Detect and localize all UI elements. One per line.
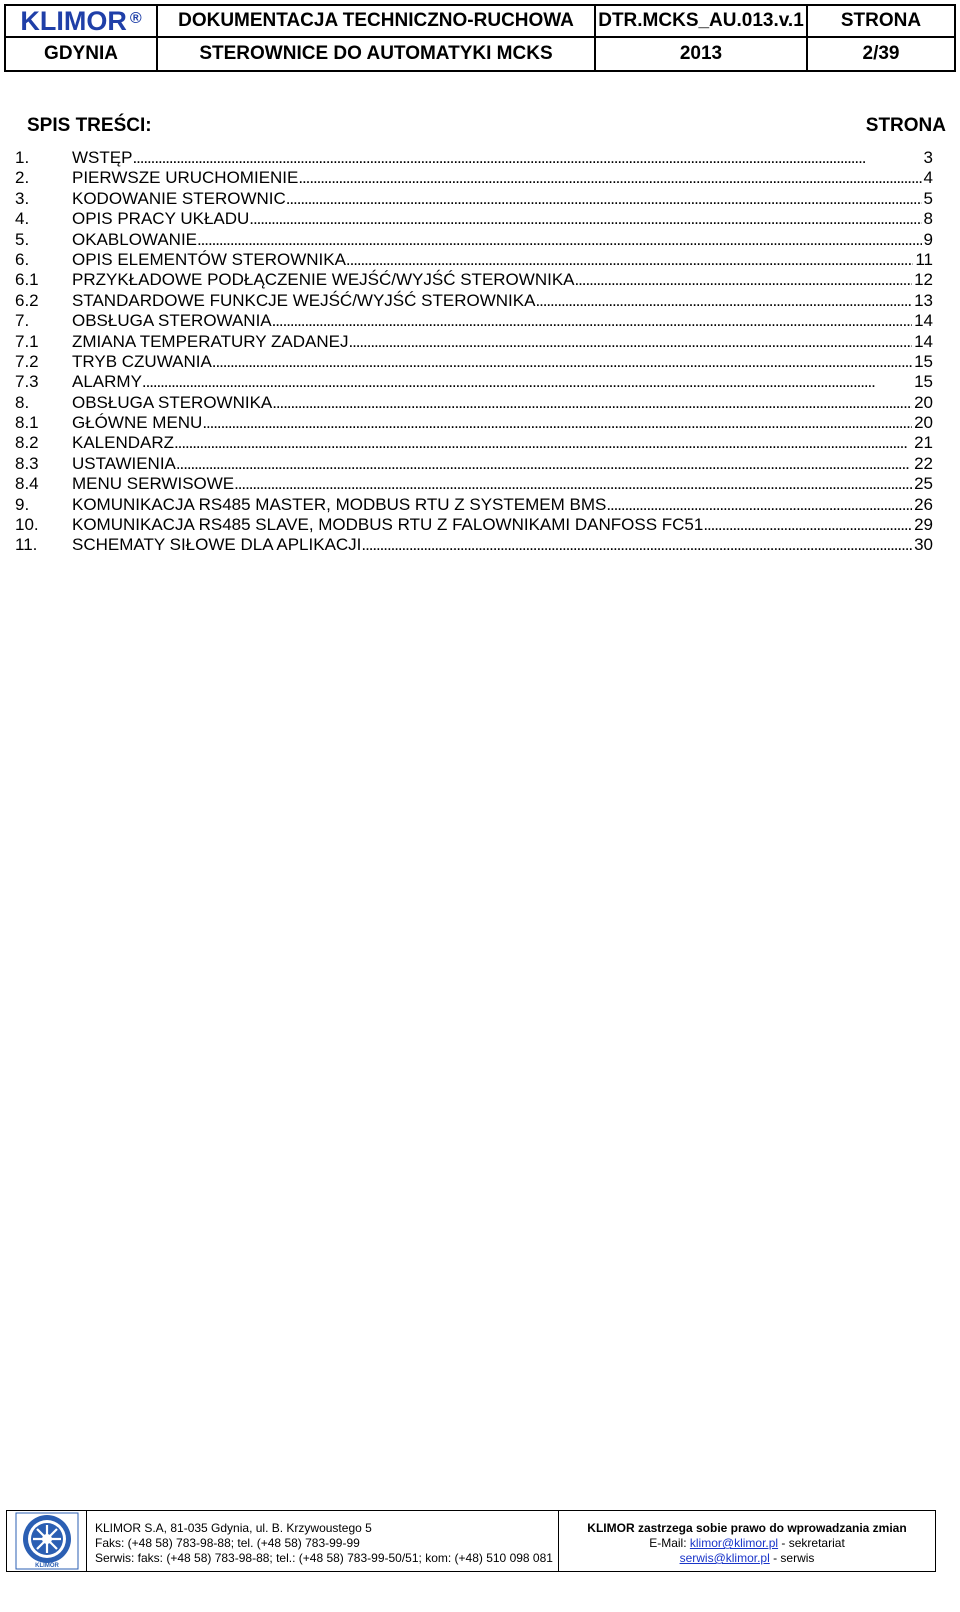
toc-entry[interactable] [15,291,933,311]
toc-entry-number: 3. [15,188,30,208]
toc-entry[interactable] [15,454,933,474]
toc-entry-page: 5 [923,188,933,208]
toc-header [27,115,946,137]
brand-name: KLIMOR [20,6,127,36]
toc-dot-leader [348,332,912,352]
toc-entry-number: 7. [15,311,30,331]
toc-entry-title: KODOWANIE STEROWNIC [72,188,286,208]
logo-cell [7,1511,87,1571]
city: GDYNIA [6,38,158,70]
toc-entry-title: MENU SERWISOWE [72,474,235,494]
toc-entry-number: 8.3 [15,453,39,473]
document-footer [6,1510,936,1572]
toc-dot-leader [703,515,912,535]
toc-entry-page: 12 [914,270,933,290]
toc-entry-title: OBSŁUGA STEROWANIA [72,311,272,331]
toc-dot-leader [249,209,921,229]
toc-entry-title: SCHEMATY SIŁOWE DLA APLIKACJI [72,535,362,555]
company-address [87,1511,559,1571]
footer-notice [559,1511,935,1571]
toc-entry-page: 3 [923,148,933,167]
toc-heading: SPIS TREŚCI: [27,115,152,136]
toc-entry[interactable] [15,393,933,413]
toc-entry-number: 11. [15,535,38,555]
toc-dot-leader [174,433,912,453]
toc-dot-leader [176,454,912,474]
toc-dot-leader [142,372,912,392]
toc-dot-leader [286,189,922,209]
toc-entry-number: 9. [15,494,30,514]
toc-entry-number: 8.1 [15,413,39,433]
toc-entry-page: 29 [914,515,933,535]
doc-subject: STEROWNICE DO AUTOMATYKI MCKS [158,38,596,70]
toc-entry[interactable] [15,230,933,250]
toc-entry-page: 15 [914,372,933,392]
toc-entry[interactable] [15,250,933,270]
klimor-logo-icon [15,1512,79,1570]
toc-dot-leader [361,535,912,555]
toc-entry[interactable] [15,189,933,209]
toc-entry-title: OBSŁUGA STEROWNIKA [72,392,273,412]
toc-entry-title: OPIS ELEMENTÓW STEROWNIKA [72,249,346,269]
page-number: 2/39 [862,43,900,64]
toc-entry-title: TRYB CZUWANIA [72,351,212,371]
toc-dot-leader [346,250,913,270]
toc-dot-leader [535,291,912,311]
fax-tel-line: Faks: (+48 58) 783-98-88; tel. (+48 58) 783-99-99 [95,1536,360,1550]
svg-text:KLIMOR: KLIMOR [34,1563,59,1569]
toc-entry-number: 5. [15,229,30,249]
page-label: STRONA [808,6,954,38]
registered-mark: ® [129,10,142,27]
toc-entry[interactable] [15,209,933,229]
toc-dot-leader [575,270,913,290]
toc-entry-page: 11 [915,249,933,269]
toc-entry[interactable] [15,352,933,372]
email-secretariat-line [559,1536,935,1551]
toc-entry-number: 10. [15,515,39,535]
doc-year: 2013 [596,38,808,70]
toc-entry[interactable] [15,372,933,392]
toc-entry[interactable] [15,474,933,494]
table-of-contents [15,148,933,556]
toc-entry-number: 8.2 [15,433,39,453]
toc-entry[interactable] [15,168,933,188]
toc-entry-page: 4 [923,168,933,188]
toc-entry[interactable] [15,148,933,168]
toc-dot-leader [606,495,912,515]
toc-entry-number: 2. [15,168,30,188]
toc-entry[interactable] [15,270,933,290]
email-secretariat-link[interactable]: klimor@klimor.pl [689,1536,779,1550]
toc-dot-leader [272,311,912,331]
toc-page-heading: STRONA [865,115,946,136]
toc-entry-number: 4. [15,209,30,229]
toc-entry-title: KOMUNIKACJA RS485 SLAVE, MODBUS RTU Z FALOWNIKAMI DANFOSS FC51 [72,515,704,535]
service-line: Serwis: faks: (+48 58) 783-98-88; tel.: (+48 58) 783-99-50/51; kom: (+48) 510 098 081 [95,1551,553,1565]
email-prefix: E-Mail: [649,1536,690,1550]
toc-entry-title: KOMUNIKACJA RS485 MASTER, MODBUS RTU Z SYSTEMEM BMS [72,494,607,514]
toc-dot-leader [132,148,921,168]
toc-entry[interactable] [15,311,933,331]
toc-entry-number: 7.2 [15,351,39,371]
email-service-line [559,1551,935,1566]
toc-entry-title: ALARMY [72,372,142,392]
toc-entry-title: PRZYKŁADOWE PODŁĄCZENIE WEJŚĆ/WYJŚĆ STEROWNIKA [72,270,575,290]
toc-dot-leader [298,168,921,188]
document-header [4,4,956,72]
toc-entry-title: STANDARDOWE FUNKCJE WEJŚĆ/WYJŚĆ STEROWNIKA [72,290,536,310]
toc-dot-leader [234,474,912,494]
toc-entry-page: 8 [923,209,933,229]
toc-entry-title: KALENDARZ [72,433,175,453]
toc-entry-number: 6.2 [15,290,39,310]
toc-entry-number: 7.3 [15,372,39,392]
toc-entry[interactable] [15,413,933,433]
toc-dot-leader [212,352,912,372]
toc-entry[interactable] [15,433,933,453]
address-line: KLIMOR S.A, 81-035 Gdynia, ul. B. Krzywoustego 5 [95,1521,372,1535]
toc-entry-number: 6. [15,249,30,269]
toc-dot-leader [272,393,912,413]
email-service-link[interactable]: serwis@klimor.pl [679,1551,770,1565]
email-secretariat-suffix: - sekretariat [778,1536,845,1550]
toc-entry-number: 8.4 [15,474,39,494]
toc-entry-number: 1. [15,148,30,167]
toc-entry-title: ZMIANA TEMPERATURY ZADANEJ [72,331,349,351]
toc-entry-page: 20 [914,392,933,412]
toc-entry[interactable] [15,515,933,535]
toc-entry-page: 9 [923,229,933,249]
toc-entry-page: 21 [914,433,933,453]
toc-entry-page: 14 [914,331,933,351]
toc-entry-title: OPIS PRACY UKŁADU [72,209,250,229]
toc-entry-title: PIERWSZE URUCHOMIENIE [72,168,299,188]
toc-entry-title: OKABLOWANIE [72,229,198,249]
toc-entry[interactable] [15,535,933,555]
toc-entry-page: 26 [914,494,933,514]
toc-entry[interactable] [15,332,933,352]
toc-entry-title: USTAWIENIA [72,453,176,473]
doc-code: DTR.MCKS_AU.013.v.1 [596,6,808,38]
email-service-suffix: - serwis [769,1551,815,1565]
toc-dot-leader [202,413,912,433]
toc-entry-number: 7.1 [15,331,39,351]
toc-dot-leader [197,230,922,250]
toc-entry-page: 14 [914,311,933,331]
toc-entry-page: 15 [914,351,933,371]
toc-entry-page: 20 [914,413,933,433]
toc-entry[interactable] [15,495,933,515]
toc-entry-page: 25 [914,474,933,494]
toc-entry-page: 22 [914,453,933,473]
toc-entry-page: 13 [914,290,933,310]
toc-entry-number: 6.1 [15,270,39,290]
toc-entry-title: WSTĘP [72,148,133,167]
toc-entry-page: 30 [914,535,933,555]
brand-cell [6,6,158,38]
toc-entry-title: GŁÓWNE MENU [72,413,203,433]
toc-entry-number: 8. [15,392,30,412]
doc-type: DOKUMENTACJA TECHNICZNO-RUCHOWA [158,6,596,38]
rights-notice: KLIMOR zastrzega sobie prawo do wprowadzania zmian [587,1521,907,1535]
